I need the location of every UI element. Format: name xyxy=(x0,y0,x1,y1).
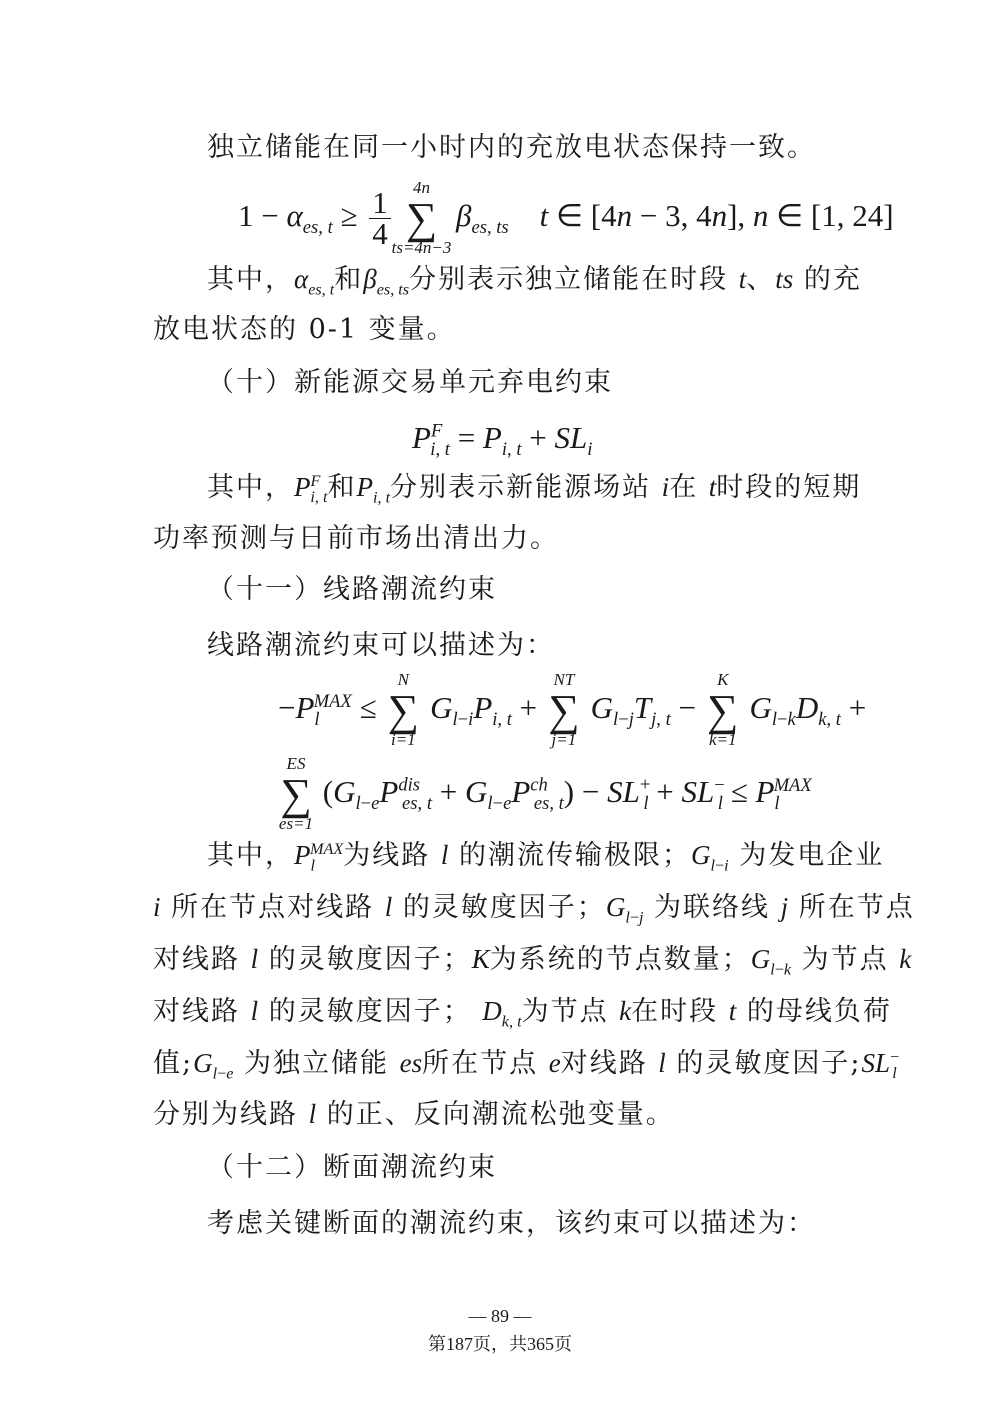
paragraph-text: 为系统的节点数量； xyxy=(489,944,751,975)
paragraph-text: 独立储能在同一小时内的充放电状态保持一致。 xyxy=(207,132,816,163)
paragraph-text: 功率预测与日前市场出清出力。 xyxy=(153,523,559,554)
paragraph-text: 分别表示新能源场站 xyxy=(390,472,652,503)
var-l: l xyxy=(384,892,393,922)
heading-text: （十一）线路潮流约束 xyxy=(207,574,497,605)
paragraph-text: 对线路 xyxy=(153,996,240,1027)
var-l: l xyxy=(250,996,259,1026)
paragraph-text: 时段的短期 xyxy=(716,472,862,503)
heading-text: （十二）断面潮流约束 xyxy=(207,1152,497,1183)
paragraph-text: 为线路 xyxy=(343,840,431,871)
var-t: t xyxy=(708,472,717,502)
paragraph-text: 为节点 xyxy=(801,944,889,975)
var-i: i xyxy=(661,472,670,502)
paragraph-text: 分别表示独立储能在时段 xyxy=(409,264,729,295)
paragraph-text: 的正、反向潮流松弛变量。 xyxy=(326,1099,675,1130)
var-t: t xyxy=(728,996,737,1026)
paragraph-text: 的灵敏度因子; xyxy=(676,1048,862,1079)
paragraph-text: 所在节点 xyxy=(798,892,915,923)
paragraph-text: 线路潮流约束可以描述为： xyxy=(207,630,555,661)
paragraph-line xyxy=(207,629,555,663)
paragraph-line: 对线路 l 的灵敏度因子； $D_{k, t}$为节点 k在时段 t 的母线负荷 xyxy=(153,996,892,1031)
var-ts: ts xyxy=(775,264,794,294)
page-number: — 89 — xyxy=(468,1306,532,1326)
paragraph-line xyxy=(153,313,456,347)
paragraph-text: 分别为线路 xyxy=(153,1099,298,1130)
equation-curtailment: $P^F_{i, t} = P_{i, t} + SL_i$ xyxy=(412,420,593,461)
paragraph-line: 其中，$P_l^{MAX}$为线路 l 的潮流传输极限；$G_{l-i}$ 为发电企业 xyxy=(207,840,885,875)
var-K: K xyxy=(471,944,490,974)
page-info: 第187页，共365页 xyxy=(428,1334,572,1354)
paragraph-line xyxy=(153,522,559,556)
paragraph-line: 值$;G_{l-e}$ 为独立储能 es所在节点 e对线路 l 的灵敏度因子$;SL^-_l$ xyxy=(153,1048,900,1083)
section-heading xyxy=(207,573,497,607)
var-k: k xyxy=(899,944,912,974)
var-i: i xyxy=(153,892,161,922)
paragraph-text: 的潮流传输极限； xyxy=(458,840,691,871)
var-j: j xyxy=(780,892,789,922)
var-e: e xyxy=(548,1048,561,1078)
heading-text: （十）新能源交易单元弃电约束 xyxy=(207,367,613,398)
var-l: l xyxy=(308,1099,317,1129)
paragraph-text: 对线路 xyxy=(560,1048,648,1079)
paragraph-text: 在时段 xyxy=(631,996,719,1027)
paragraph-text: 所在节点 xyxy=(422,1048,539,1079)
paragraph-text: 和 xyxy=(327,472,357,503)
equation-line-flow-part1: $-P_l^{MAX}$ ≤ N ∑ i=1 $G_{l-i}P_{i, t}$ + NT ∑ j=1 $G_{l-j}T_{j, t}$ − K ∑ k=1 $G_{l-k}D_{k, t}$ + xyxy=(278,669,867,749)
paragraph-line: i 所在节点对线路 l 的灵敏度因子；$G_{l-j}$ 为联络线 j 所在节点 xyxy=(153,892,915,927)
paragraph-text: 放电状态的 0-1 变量。 xyxy=(153,314,456,345)
equation-line-flow-part2: ES ∑ es=1 $(G_{l-e}P^{dis}_{es, t} + G_{l-e}P^{ch}_{es, t}) - SL^+_l + SL^-_l \le P_l^{MAX}$ xyxy=(278,753,812,833)
var-k: k xyxy=(619,996,632,1026)
var-es: es xyxy=(399,1048,423,1078)
paragraph-text: 为联络线 xyxy=(654,892,771,923)
paragraph-text: 为发电企业 xyxy=(739,840,885,871)
paragraph-line xyxy=(207,1207,816,1241)
paragraph-text: 值; xyxy=(153,1048,194,1079)
paragraph-text: 的灵敏度因子； xyxy=(268,944,472,975)
paragraph-text: 的充 xyxy=(803,264,862,295)
paragraph-text: 在 xyxy=(669,472,699,503)
paragraph-line xyxy=(153,1097,675,1132)
paragraph-line: 对线路 l 的灵敏度因子；K为系统的节点数量；$G_{l-k}$ 为节点 k xyxy=(153,944,912,979)
var-l: l xyxy=(658,1048,666,1078)
var-l: l xyxy=(250,944,259,974)
paragraph-line: 其中，$P^F_{i, t}$和$P_{i, t}$分别表示新能源场站 i在 t时段的短期 xyxy=(207,472,862,507)
var-l: l xyxy=(440,840,449,870)
section-heading xyxy=(207,366,613,400)
paragraph-text: 其中， xyxy=(207,840,294,871)
paragraph-text: 对线路 xyxy=(153,944,240,975)
paragraph-line: 其中，$\alpha_{es, t}$和$\beta_{es, ts}$分别表示独立储能在时段 t、ts 的充 xyxy=(207,264,862,299)
paragraph-text: 为节点 xyxy=(521,996,609,1027)
paragraph-text: 所在节点对线路 xyxy=(171,892,375,923)
paragraph-text: 为独立储能 xyxy=(244,1048,390,1079)
paragraph-text: 考虑关键断面的潮流约束，该约束可以描述为： xyxy=(207,1208,816,1239)
paragraph-text: 和 xyxy=(334,264,364,295)
section-heading xyxy=(207,1151,497,1185)
equation-charge-state: $1 - \alpha_{es, t}$ ≥ $\frac{1}{4}$ 4n ∑ ts=4n−3 $\beta_{es, ts}$ t ∈ [4n − 3, 4n], n ∈ [1, 24] xyxy=(238,177,894,257)
var-t: t xyxy=(738,264,747,294)
paragraph-text: 其中， xyxy=(207,264,294,295)
paragraph-text: 的母线负荷 xyxy=(746,996,892,1027)
paragraph-text: 的灵敏度因子； xyxy=(402,892,606,923)
paragraph-line xyxy=(207,131,816,165)
paragraph-text: 其中， xyxy=(207,472,294,503)
paragraph-text: 的灵敏度因子； xyxy=(268,996,472,1027)
paragraph-text: 、 xyxy=(746,264,776,295)
